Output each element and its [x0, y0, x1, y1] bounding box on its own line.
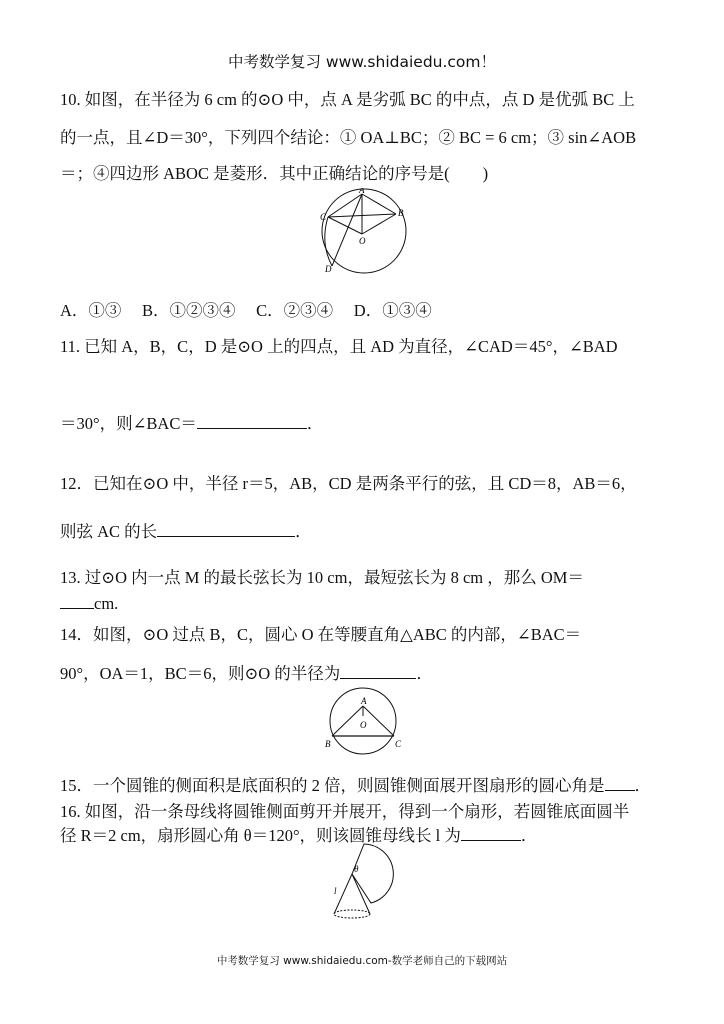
q11-line2-end: ． — [306, 414, 324, 433]
q14-label-a: A — [361, 696, 367, 706]
q12-line2-text: 则弦 AC 的长 — [60, 522, 158, 541]
q10-label-c: C — [320, 212, 327, 222]
q10-segment-ab — [362, 194, 396, 214]
q16-line2-end: ． — [520, 826, 538, 845]
q16-cone-base — [334, 910, 370, 918]
q10-line1: 10. 如图，在半径为 6 cm 的⊙O 中，点 A 是劣弧 BC 的中点，点 D 是优弧 BC 上 — [60, 90, 635, 109]
q16-cone-right-edge — [352, 874, 370, 914]
q10-circle-figure — [312, 188, 412, 280]
q13-line1: 13. 过⊙O 内一点 M 的最长弦长为 10 cm，最短弦长为 8 cm ，那么 OM＝ — [60, 568, 584, 587]
q10-segment-bo — [362, 214, 396, 234]
page-header: 中考数学复习 www.shidaiedu.com！ — [227, 53, 497, 71]
q14-line2-end: ． — [416, 664, 433, 683]
q14-line2 — [60, 660, 433, 684]
q16-label-l: l — [334, 886, 337, 896]
q10-label-o: O — [359, 236, 366, 246]
q14-segment-ac — [363, 706, 394, 736]
q14-circle-figure — [318, 686, 408, 756]
q10-line3: ＝；④四边形 ABOC 是菱形．其中正确结论的序号是( ) — [60, 164, 489, 183]
page-footer: 中考数学复习 www.shidaiedu.com-数学老师自己的下载网站 — [216, 955, 508, 967]
q15-answer-blank[interactable] — [605, 776, 635, 791]
q14-label-o: O — [360, 720, 367, 730]
q10-line2: 的一点，且∠D＝30°，下列四个结论：① OA⊥BC；② BC = 6 cm；③ sin∠AOB — [60, 128, 637, 147]
q10-segment-co — [328, 217, 362, 234]
q13-line2 — [60, 594, 118, 614]
q10-options: A．①③ B．①②③④ C．②③④ D．①③④ — [60, 301, 432, 320]
q11-line1: 11. 已知 A，B，C，D 是⊙O 上的四点，且 AD 为直径，∠CAD＝45°，∠BAD — [60, 337, 618, 356]
q14-line1: 14．如图，⊙O 过点 B，C，圆心 O 在等腰直角△ABC 的内部，∠BAC＝ — [60, 625, 582, 644]
q10-arc-cd — [325, 217, 332, 266]
q15-line1-text: 15．一个圆锥的侧面积是底面积的 2 倍，则圆锥侧面展开图扇形的圆心角是 — [60, 776, 605, 795]
q14-label-b: B — [325, 739, 331, 749]
q11-answer-blank[interactable] — [197, 414, 307, 429]
q13-line2-end: cm. — [94, 594, 119, 613]
q12-line1: 12．已知在⊙O 中，半径 r＝5，AB，CD 是两条平行的弦，且 CD＝8，AB＝6， — [60, 474, 637, 493]
q13-answer-blank[interactable] — [60, 594, 94, 609]
q16-answer-blank[interactable] — [461, 826, 521, 841]
q12-answer-blank[interactable] — [157, 522, 295, 537]
q16-line2 — [60, 822, 537, 846]
q14-label-c: C — [395, 739, 402, 749]
q11-line2 — [60, 410, 323, 434]
q10-segment-ad — [332, 194, 362, 266]
q10-label-d: D — [325, 264, 332, 274]
q16-cone-left-edge — [334, 874, 352, 914]
q12-line2 — [60, 518, 312, 542]
q10-label-a: A — [359, 188, 365, 195]
q14-segment-ab — [332, 706, 363, 736]
q16-line2-text: 径 R＝2 cm，扇形圆心角 θ＝120°，则该圆锥母线长 l 为 — [60, 826, 461, 845]
q11-line2-text: ＝30°，则∠BAC＝ — [60, 414, 197, 433]
q16-label-theta: θ — [354, 864, 359, 874]
q14-answer-blank[interactable] — [340, 664, 416, 679]
q12-line2-end: ． — [295, 522, 312, 541]
q16-cone-figure — [322, 840, 412, 922]
q15-line1 — [60, 772, 651, 796]
q14-line2-text: 90°，OA＝1，BC＝6，则⊙O 的半径为 — [60, 664, 341, 683]
q16-line1: 16. 如图，沿一条母线将圆锥侧面剪开并展开，得到一个扇形，若圆锥底面圆半 — [60, 802, 630, 821]
q15-line1-end: ． — [634, 776, 651, 795]
q10-label-b: B — [398, 208, 404, 218]
